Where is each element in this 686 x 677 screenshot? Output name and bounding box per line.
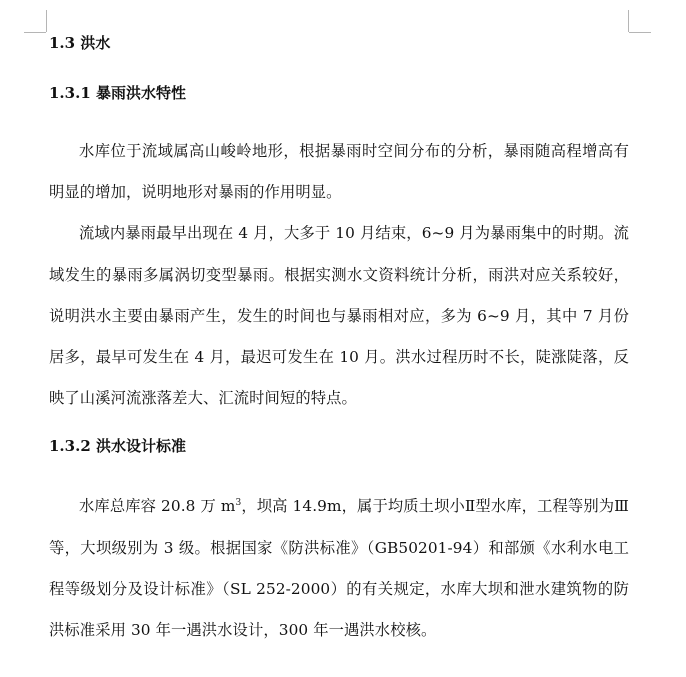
paragraph-design-text-start: 水库总库容 20.8 万 m: [79, 497, 236, 516]
paragraph-design-standard: [49, 486, 629, 651]
crop-mark-top-left-vertical: [46, 10, 47, 32]
subsection-heading-storm-flood: 1.3.1 暴雨洪水特性: [49, 84, 186, 102]
paragraph-design-text-rest: ，坝高 14.9m，属于均质土坝小Ⅱ型水库，工程等别为Ⅲ等，大坝级别为 3 级。根据国家《防洪标准》（GB50201-94）和部颁《水利水电工程等级划分及设计标准》（SL 252-2000）的有关规定，水库大坝和泄水建筑物的防洪标准采用 30 年一遇洪水设计，300 年一遇洪水校核。: [49, 497, 629, 640]
paragraph-terrain: 水库位于流域属高山峻岭地形，根据暴雨时空间分布的分析，暴雨随高程增高有明显的增加，说明地形对暴雨的作用明显。: [49, 142, 629, 202]
cubic-superscript: 3: [235, 498, 242, 509]
document-body: [49, 32, 629, 651]
paragraph-storm-timing: 流域内暴雨最早出现在 4 月，大多于 10 月结束，6~9 月为暴雨集中的时期。流域发生的暴雨多属涡切变型暴雨。根据实测水文资料统计分析，雨洪对应关系较好，说明洪水主要由暴雨产生，发生的时间也与暴雨相对应，多为 6~9 月，其中 7 月份居多，最早可发生在 4 月，最迟可发生在 10 月。洪水过程历时不长，陡涨陡落，反映了山溪河流涨落差大、汇流时间短的特点。: [49, 224, 629, 408]
section-heading: 1.3 洪水: [49, 34, 111, 52]
crop-mark-top-right-vertical: [628, 10, 629, 32]
crop-mark-top-right-horizontal: [629, 32, 651, 33]
crop-mark-top-left-horizontal: [24, 32, 46, 33]
subsection-heading-design-standard: 1.3.2 洪水设计标准: [49, 437, 186, 456]
